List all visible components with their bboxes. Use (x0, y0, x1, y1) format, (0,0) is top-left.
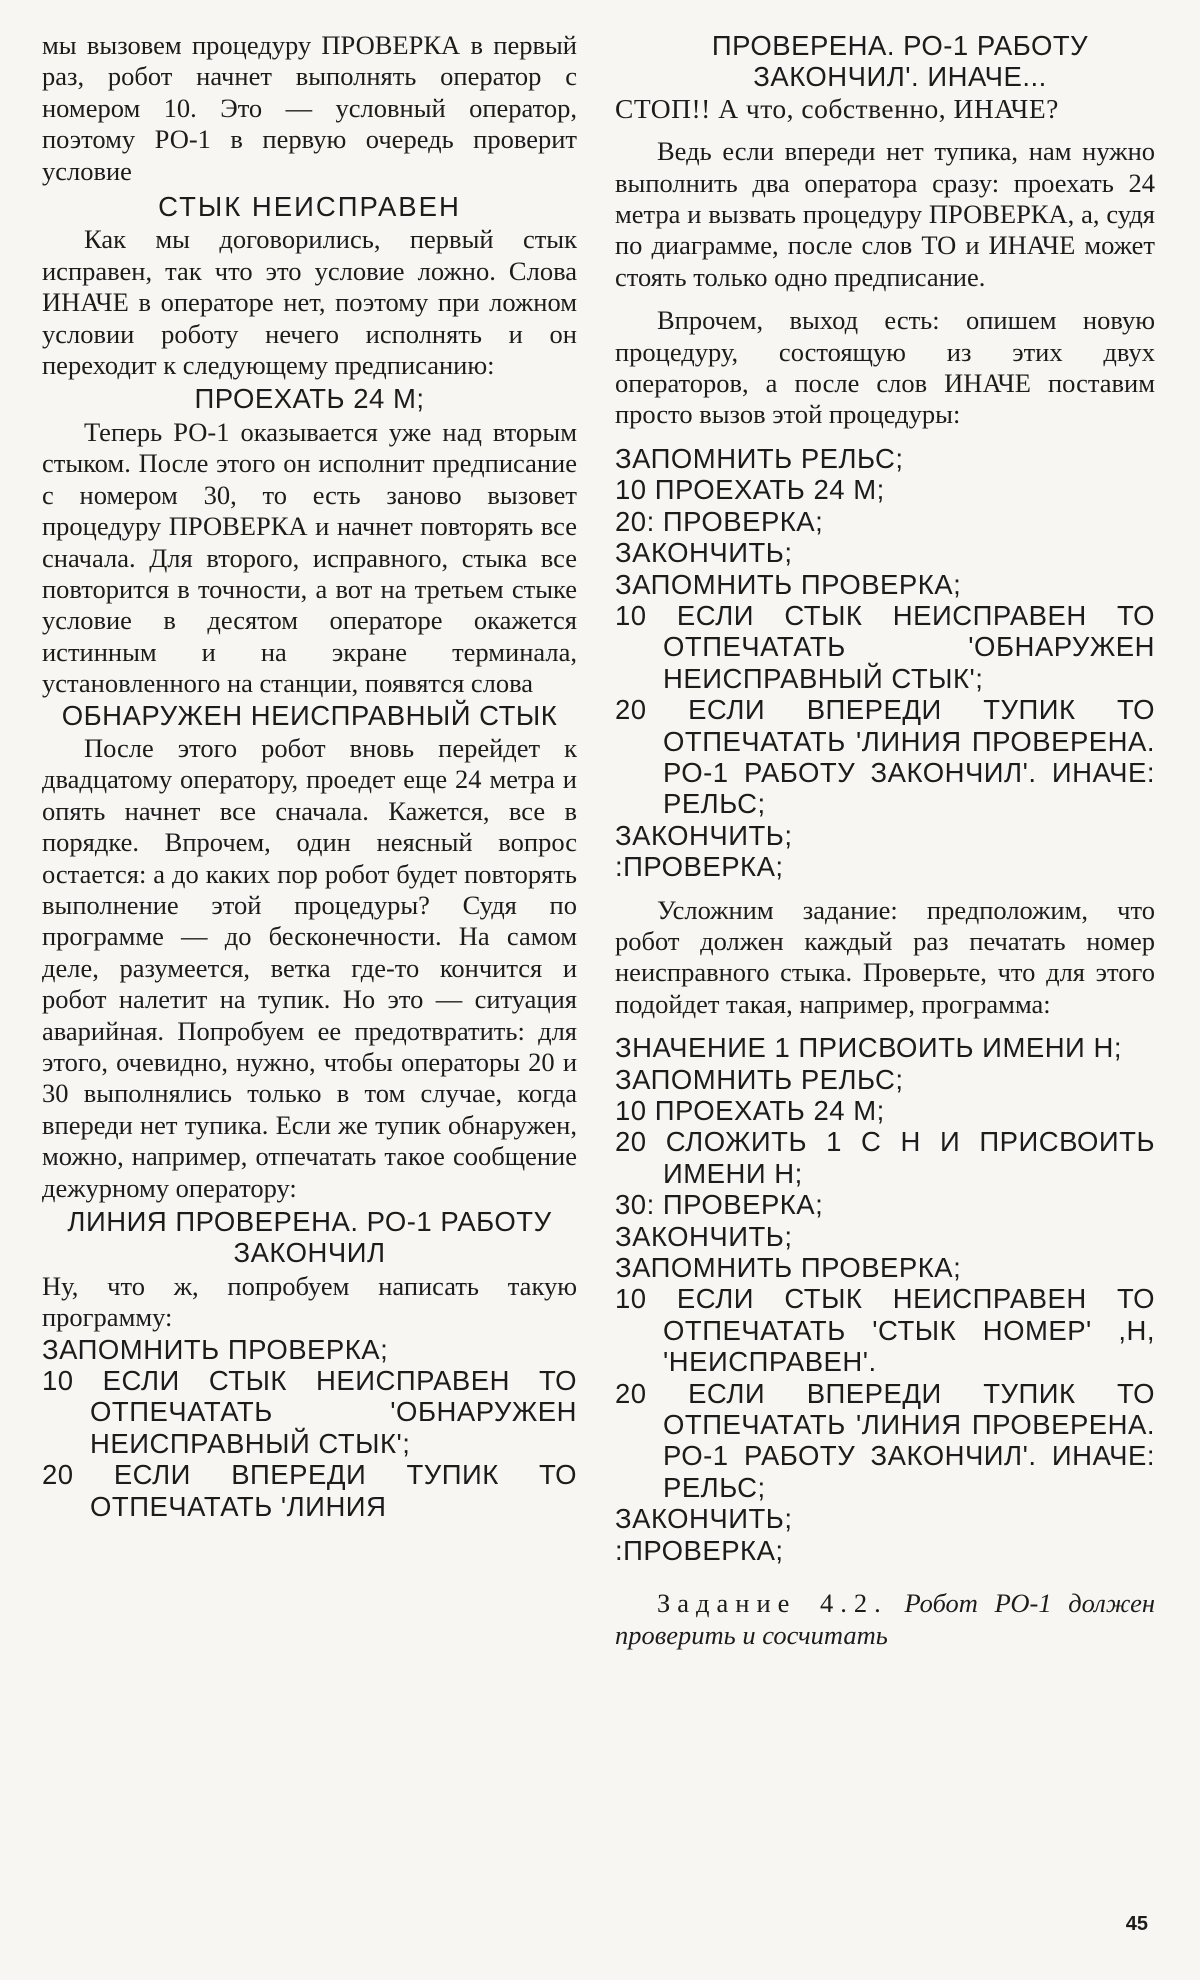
paragraph: Усложним задание: предположим, что робот должен каждый раз печатать номер неисправного стыка. Проверьте, что для этого подойдет такая, например, программа: (615, 894, 1155, 1019)
code-line: ЗАПОМНИТЬ ПРОВЕРКА; (615, 1252, 962, 1284)
code-line: ЗНАЧЕНИЕ 1 ПРИСВОИТЬ ИМЕНИ Н; (615, 1032, 1122, 1064)
code-line: ЗАКОНЧИТЬ; (615, 1220, 793, 1252)
code-heading: ПРОЕХАТЬ 24 М; (194, 383, 425, 415)
paragraph: Ну, что ж, попробуем написать такую программу: (42, 1270, 577, 1333)
paragraph: После этого робот вновь перейдет к двадцатому оператору, проедет еще 24 метра и опять начнет все сначала. Кажется, все в порядке. Впрочем, один неясный вопрос остается: а до каких пор робот будет повторять выполнение этой процедуры? Судя по программе — до бесконечности. На самом деле, разумеется, ветка где-то кончится и робот налетит на тупик. Но это — ситуация аварийная. Попробуем ее предотвратить: для этого, очевидно, нужно, чтобы операторы 20 и 30 выполнялись только в том случае, когда впереди нет тупика. Если же тупик обнаружен, можно, например, отпечатать такое сообщение дежурному оператору: (42, 732, 577, 1203)
code-line: 10 ЕСЛИ СТЫК НЕИСПРАВЕН ТО ОТПЕЧАТАТЬ 'СТЫК НОМЕР' ,Н, 'НЕИСПРАВЕН'. (615, 1283, 1155, 1378)
left-column (42, 30, 577, 1522)
code-line: :ПРОВЕРКА; (615, 851, 784, 883)
right-column (615, 30, 1155, 1651)
code-line: ЗАКОНЧИТЬ; (615, 819, 793, 851)
code-line: ПРОВЕРЕНА. РО-1 РАБОТУ ЗАКОНЧИЛ'. ИНАЧЕ... (711, 30, 1089, 93)
paragraph: Теперь РО-1 оказывается уже над вторым стыком. После этого он исполнит предписание с номером 30, то есть заново вызовет процедуру ПРОВЕРКА и начнет повторять все сначала. Для второго, исправного, стыка все повторится в точности, а вот на третьем стыке условие в десятом операторе окажется истинным и на экране терминала, установленного на станции, появятся слова (42, 416, 577, 699)
code-line: ЗАПОМНИТЬ РЕЛЬС; (615, 1063, 904, 1095)
code-line: 20 ЕСЛИ ВПЕРЕДИ ТУПИК ТО ОТПЕЧАТАТЬ 'ЛИНИЯ (42, 1459, 577, 1522)
task-label: Задание 4.2. (657, 1588, 888, 1619)
code-line: ЗАКОНЧИТЬ; (615, 537, 793, 569)
code-line: 10 ПРОЕХАТЬ 24 М; (615, 1095, 885, 1126)
code-heading: ЛИНИЯ ПРОВЕРЕНА. РО-1 РАБОТУ ЗАКОНЧИЛ (67, 1206, 552, 1269)
code-line: 30: ПРОВЕРКА; (615, 1189, 824, 1221)
page-number: 45 (1125, 1913, 1148, 1935)
paragraph: мы вызовем процедуру ПРОВЕРКА в первый раз, робот начнет выполнять оператор с номером 10. Это — условный оператор, поэтому РО-1 в первую очередь проверит условие (42, 30, 577, 186)
task-paragraph (615, 1588, 1155, 1651)
paragraph: Ведь если впереди нет тупика, нам нужно выполнить два оператора сразу: проехать 24 метра и вызвать процедуру ПРОВЕРКА, а, судя по диаграмме, после слов ТО и ИНАЧЕ может стоять только одно предписание. (615, 136, 1155, 292)
code-line: 20 СЛОЖИТЬ 1 С Н И ПРИСВОИТЬ ИМЕНИ Н; (615, 1126, 1155, 1189)
code-line: :ПРОВЕРКА; (615, 1534, 784, 1566)
code-line: ЗАПОМНИТЬ РЕЛЬС; (615, 442, 904, 474)
code-heading: СТЫК НЕИСПРАВЕН (158, 191, 461, 223)
code-line: 20: ПРОВЕРКА; (615, 505, 824, 537)
code-block (615, 443, 1155, 883)
code-line: 10 ПРОЕХАТЬ 24 М; (615, 474, 885, 506)
code-line: ЗАКОНЧИТЬ; (615, 1503, 793, 1535)
code-line: ЗАПОМНИТЬ ПРОВЕРКА; (42, 1333, 389, 1365)
paragraph: СТОП!! А что, собственно, ИНАЧЕ? (615, 92, 1059, 124)
paragraph: Как мы договорились, первый стык исправен, так что это условие ложно. Слова ИНАЧЕ в операторе нет, поэтому при ложном условии роботу нечего исполнять и он переходит к следующему предписанию: (42, 224, 577, 381)
paragraph: Впрочем, выход есть: опишем новую процедуру, состоящую из этих двух операторов, а после слов ИНАЧЕ поставим просто вызов этой процедуры: (615, 305, 1155, 430)
task-text: Робот РО-1 должен проверить и сосчитать (615, 1588, 1156, 1650)
code-heading: ОБНАРУЖЕН НЕИСПРАВНЫЙ СТЫК (61, 699, 558, 731)
code-block (42, 1334, 577, 1522)
code-line: ЗАПОМНИТЬ ПРОВЕРКА; (615, 568, 962, 600)
code-line: 20 ЕСЛИ ВПЕРЕДИ ТУПИК ТО ОТПЕЧАТАТЬ 'ЛИНИЯ ПРОВЕРЕНА. РО-1 РАБОТУ ЗАКОНЧИЛ'. ИНАЧЕ: РЕЛЬС; (615, 1377, 1155, 1503)
code-block (615, 1032, 1155, 1566)
code-line: 10 ЕСЛИ СТЫК НЕИСПРАВЕН ТО ОТПЕЧАТАТЬ 'ОБНАРУЖЕН НЕИСПРАВНЫЙ СТЫК'; (615, 599, 1155, 694)
code-line: 20 ЕСЛИ ВПЕРЕДИ ТУПИК ТО ОТПЕЧАТАТЬ 'ЛИНИЯ ПРОВЕРЕНА. РО-1 РАБОТУ ЗАКОНЧИЛ'. ИНАЧЕ: РЕЛЬС; (615, 694, 1155, 820)
code-line: 10 ЕСЛИ СТЫК НЕИСПРАВЕН ТО ОТПЕЧАТАТЬ 'ОБНАРУЖЕН НЕИСПРАВНЫЙ СТЫК'; (42, 1365, 577, 1459)
